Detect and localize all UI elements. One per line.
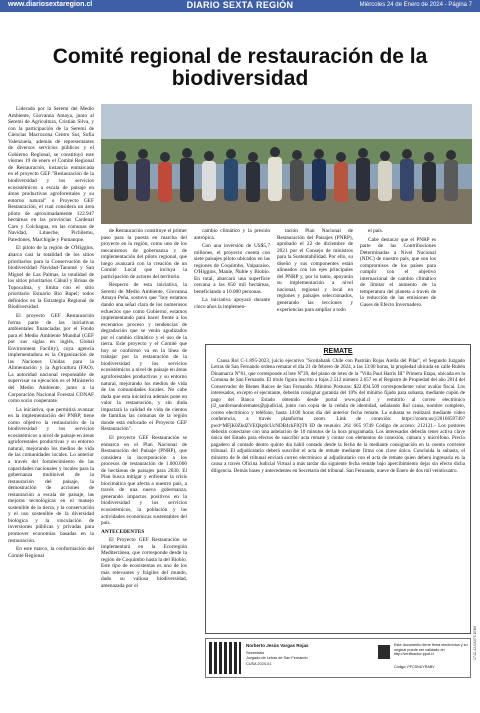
article-paragraph: el país. <box>368 228 384 234</box>
article-paragraph: El piloto de la región de O'Higgins, abarca casi la totalidad de los sitios prioritarios para la Conservación de la biodiversidad Navidad-Tanumé y San Miguel de Las Palmas, la totalidad de los sitios prioritarios Cáhuil y Brisas de Topocalma, y limita con el sitio prioritario Estuario Río Rapel; todos definidos en la Estrategia Regional de Biodiversidad. <box>8 245 94 311</box>
article-paragraph: Con una inversión de US$5,7 millones, el proyecto cuenta con siete paisajes piloto ubicados en las regiones de Coquimbo, Valparaíso, O'Higgins, Maule, Ñuble y Biobío. En total, abarcará una superficie cercana a las 650 mil hectáreas, beneficiando a 10.000 personas. <box>194 243 270 295</box>
qr-code-icon <box>209 642 241 674</box>
side-code <box>473 420 479 660</box>
article-paragraph: El proyecto GEF Restauración forma parte de las iniciativas ambientales financiadas por el Fondo para el Medio Ambiente Mundial (GEF por sus siglas en inglés, Global Environment Facility), cuya agencia implementadora es la Organización de las Naciones Unidas para la Alimentación y la Agricultura (FAO). La autoridad nacional responsable de supervisar su ejecución es el Ministerio del Medio Ambiente, junto a la Corporación Nacional Forestal CONAF como socio cooperante. <box>8 312 94 405</box>
signer-name: Norberto Jesús Vargas Rojas <box>246 643 309 648</box>
article-paragraph: La iniciativa, que permitirá avanzar en la implementación del PNRP, tiene como objetivo la restauración de la biodiversidad y los servicios ecosistémicos a nivel de paisaje en áreas agroforestales productivas y su entorno natural, mejorando los medios de vida de las comunidades locales. Lo anterior a través del fortalecimiento de las capacidades nacionales y locales para la gobernanza multinivel de la restauración del paisaje, la demostración de acciones de restauración a escala de paisaje, las mejoras tecnológicas en el manejo sostenible de la tierra, y la conservación y el uso sostenible de la diversidad biológica y la vinculación de inversiones públicas y privadas para promover economías basadas en la restauración. <box>8 406 94 544</box>
article-paragraph: La iniciativa apoyará durante cinco años la implemen- <box>194 297 270 311</box>
signer-role: Secretario <box>246 650 265 655</box>
header-bar <box>0 0 480 12</box>
headline: Comité regional de restauración de la biodiversidad <box>52 45 428 90</box>
article-column-5 <box>360 228 436 340</box>
article-paragraph: de Restauración constituye el primer paso para la puesta en marcha del proyecto en la región, como uno de los mecanismos de gobernanza y de implementación del piloto regional, que luego avanzará con la creación de un Comité Local que incluya la participación de actores del territorio. <box>101 228 187 280</box>
article-paragraph: Cabe destacar que el PNRP es parte de las Contribuciones Determinadas a Nivel Nacional (NDC) de nuestro país, que son los compromisos de los países para cumplir con el objetivo internacional de cambio climático de limitar el aumento de la temperatura del planeta a través de la reducción de las emisiones de Gases de Efecto Invernadero. <box>360 236 436 309</box>
signer-court: Juzgado de Letras de San Fernando <box>246 656 308 660</box>
article-paragraph: El proyecto GEF Restauración se enmarca en el Plan Nacional de Restauración del Paisaje (PNRP), que considera la incorporación a los procesos de restauración de 1.000.000 de hectáreas de paisajes para 2030. El Plan busca mitigar y enfrentar la crisis biocimática que afecta a nuestro país, a través de una nueva gobernanza, generando impactos positivos en la biodiversidad y los servicios ecosistémicos, la población y las actividades económicas sustentables del país. <box>101 434 187 527</box>
article-column-4 <box>277 228 353 340</box>
signature-box <box>205 638 471 678</box>
auction-notice-title: REMATE <box>323 348 353 355</box>
article-paragraph: cambio climático y la presión antrópica. <box>194 228 270 241</box>
article-column-3 <box>194 228 270 340</box>
group-photo-image <box>101 104 472 224</box>
article-paragraph: Liderado por la Seremi del Medio Ambiente, Giovanna Amaya, junto al Seremi de Agricultura, Cristián Silva, y con la participación de la Seremi de Ciencias Macrozona Centro Sur, Sofía Valenzuela, además de representantes de diversos servicios públicos y el Gobierno Regional, se constituyó este viernes 19 de enero el Comité Regional de Restauración, instancia enmarcada en el proyecto GEF "Restauración de la biodiversidad y los servicios ecosistémicos a escala de paisaje en áreas productivas agroforestales y su entorno natural" o Proyecto GEF Restauración, el cual considera un área piloto de aproximadamente 122.947 hectáreas en las provincias Cardenal Caro y Colchagua, en las comunas de Navidad, Litueche, Pichilemu, Paredones, Marchigüe y Pumanque. <box>8 106 94 243</box>
auction-notice <box>205 344 471 634</box>
site-url[interactable]: www.diariosextaregion.cl <box>8 1 93 8</box>
newspaper-title: DIARIO SEXTA REGIÓN <box>186 0 294 10</box>
article-column-1 <box>8 106 94 706</box>
side-code-text: 1742-42-0A07C1EB9 <box>473 625 477 660</box>
date-page: Miércoles 24 de Enero de 2024 - Página 7 <box>359 2 472 8</box>
signer-code: CUSA 2024-01 <box>246 662 272 666</box>
pjud-stamp-icon <box>378 645 390 659</box>
verification-note: Este documento tiene firma electrónica y su original puede ser validado en http://verificadoc.pjud.cl <box>394 643 468 657</box>
article-paragraph: El Proyecto GEF Restauración se implementará en la Ecorregión Mediterránea, que corresponde desde la región de Coquimbo hasta la del Biobío. Este tipo de ecosistemas es uno de los más relevantes y frágiles del mundo, dado su valiosa biodiversidad, amenazada por el <box>101 537 187 589</box>
verification-code: Código: PFCDNUYRABV <box>394 665 435 669</box>
article-paragraph: Respecto de esta iniciativa, la Seremi de Medio Ambiente, Giovanna Amaya Peña, sostuvo que "hoy estamos dando una señal clara de los numerosos esfuerzos que como Gobierno, estamos implementando para hacer frente a los escenarios proceso y tendencias de degradación que se verán agudizados por el cambio climático y el uso de la tierra. Este proyecto y el Comité que hoy se conformó va en la línea de trabajar por la restauración de la biodiversidad y los servicios ecosistémicos a nivel de paisaje en áreas agroforestales productivas y su entorno natural, mejorando los medios de vida de las comunidades locales. No cabe duda que esta iniciativa además pone en valor la restauración, y sin duda impactará la calidad de vida de cientos de familias las comunas de la región donde está enfocado el Proyecto GEF Restauración". <box>101 282 187 433</box>
article-paragraph: tación Plan Nacional de Restauración del Paisajes (PNRP), aprobado el 22 de diciembre de 2021 por el Consejo de ministros para la Sustentabilidad. Por ello, su diseño y sus componentes están alineados con los ejes principales del PNRP y, por lo tanto, apoyarán su implementación a nivel nacional, regional y local en regiones y paisajes seleccionados, generando las lecciones y experiencias para ampliar a todo <box>277 228 353 313</box>
article-column-2 <box>101 228 187 706</box>
auction-notice-body: Causa Rol C-1.895-2023, juicio ejecutivo "Scotiabank Chile con Pastrián Rojas Arella del Pilar", el Segundo Juzgado Letras de San Fernando ordena rematar el día 21 de febrero de 2024, a las 13:00 horas, la propiedad ubicada en calle Rubén Dinamarca N°81, que corresponde al lote N°39, del plano de lotes de la "Villa Paul Harris III" Primera Etapa, ubicada en la Comuna de San Fernando. El título figura inscrito a fojas 2.512 número 2.657 en el Registro de Propiedad del año 2014 del Conservador de Bienes Raíces de San Fernando. Mínimo Posturas: $22.094.509 correspondiente valor avalúo fiscal. Los interesados, excepto el ejecutante, deberán consignar garantía del 10% del mínimo fijado para subasta, mediante cupón de pago del Banco Estado obtenido desde portal www.pjud.cl y remitirlo al correo electrónico jl2_sanfernandoremates@pjudicial, junto con copia de la cédula de identidad, señalando Rol causa, nombre completo, correo electrónico y teléfono, hasta 14:00 horas día del anterior fecha remate. La subasta se realizará mediante video conferencia, a través plataforma zoom. Link de conexión: https://zoom.us/j/2616659749?pwd=MFjK0ZkdZVEQkp6cUcNDB4ckFIQT0 ID de reunión: 261 665 9749 Código de acceso: 212121.- Los postores deberán conectarse con una antelación de 10 minutos de la hora programada. Los interesados deberán tener activa clave única del Estado para efectos de suscribir acta remate y contar con elementos de conexión, cámara y micrófono. Precio pagadero al contado dentro quinto día hábil contado desde la fecha de la mediante consignación en la cuenta corriente tribunal. El adjudicatario deberá suscribir el acta de remate mediante firma con clave única. Concluida la subasta, el ministro de fe del tribunal enviará correo electrónico al adjudicatario con el acta de remate quien deberá ingresarla en la causa a través Oficina Judicial Virtual a más tardar día siguiente fecha remate bajo apercibimiento dejar sin efecto dicha diligencia. Demás bases y antecedentes en Secretaría del tribunal. San Fernando, nueve de Enero de dos mil veinticuatro. <box>211 358 465 474</box>
group-photo <box>101 104 472 224</box>
article-paragraph: ANTECEDENTES <box>101 528 145 535</box>
article-paragraph: En este marco, la conformación del Comité Regional <box>8 546 94 559</box>
